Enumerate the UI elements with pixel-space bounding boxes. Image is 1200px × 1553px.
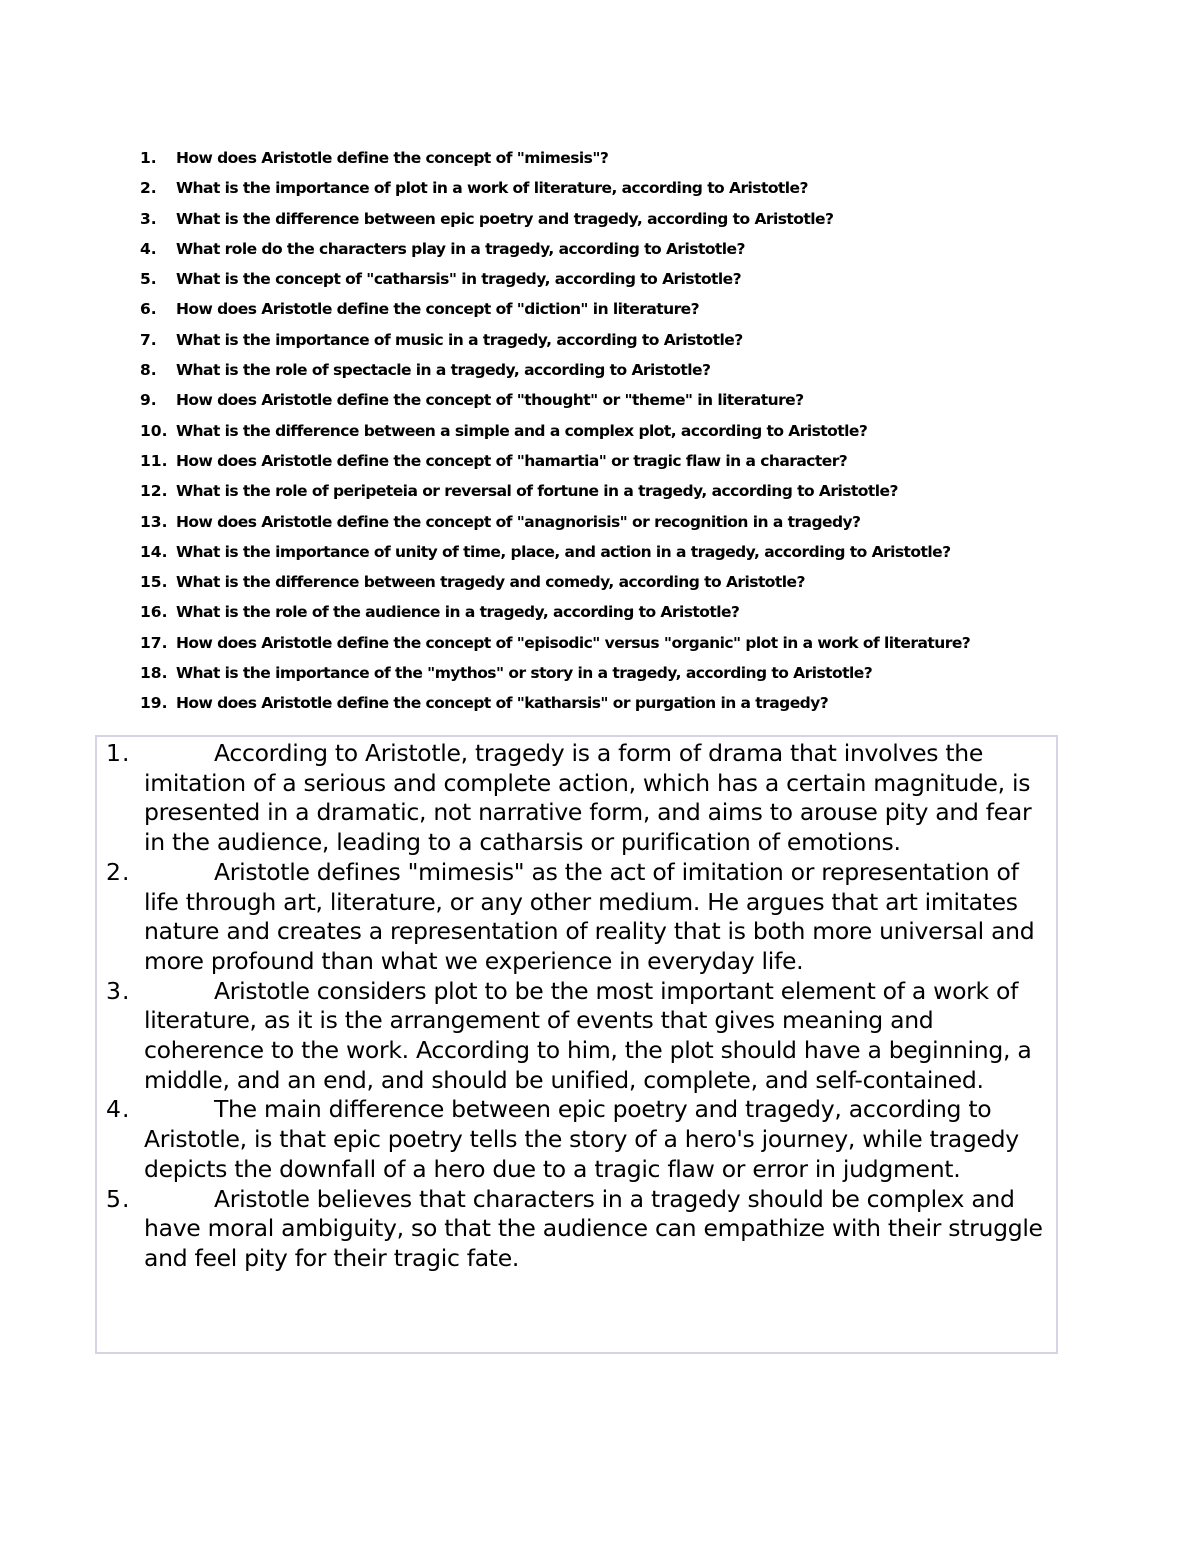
- answer-text: Aristotle considers plot to be the most important element of a work of literature, as it is the arrangement of events that gives meaning and coherence to the work. According to him, the plot should have a beginning, a middle, and an end, and should be unified, complete, and self-contained.: [144, 976, 1032, 1094]
- question-number: 18.: [140, 664, 168, 683]
- question-number: 8.: [140, 361, 157, 380]
- answer-item: [106, 858, 1056, 977]
- question-text: What is the difference between epic poetry and tragedy, according to Aristotle?: [176, 209, 834, 228]
- question-item: [140, 658, 1060, 688]
- question-number: 13.: [140, 512, 168, 531]
- answer-text: Aristotle defines "mimesis" as the act of imitation or representation of life through art, literature, or any other medium. He argues that art imitates nature and creates a representation of reality that is both more universal and more profound than what we experience in everyday life.: [144, 857, 1035, 975]
- question-number: 11.: [140, 451, 168, 470]
- question-item: [140, 597, 1060, 627]
- questions-list: [140, 143, 1060, 719]
- question-number: 19.: [140, 694, 168, 713]
- question-number: 3.: [140, 209, 157, 228]
- question-number: 10.: [140, 421, 168, 440]
- question-text: How does Aristotle define the concept of "episodic" versus "organic" plot in a work of literature?: [176, 633, 971, 652]
- question-item: [140, 325, 1060, 355]
- question-text: What is the importance of unity of time, place, and action in a tragedy, according to Aristotle?: [176, 542, 951, 561]
- question-number: 7.: [140, 330, 157, 349]
- answers-list: [106, 739, 1056, 1274]
- question-item: [140, 567, 1060, 597]
- question-text: What is the difference between tragedy and comedy, according to Aristotle?: [176, 573, 805, 592]
- question-item: [140, 264, 1060, 294]
- answer-text: Aristotle believes that characters in a tragedy should be complex and have moral ambiguity, so that the audience can empathize with their struggle and feel pity for their tragic fate.: [144, 1184, 1043, 1272]
- question-item: [140, 507, 1060, 537]
- answer-text: The main difference between epic poetry and tragedy, according to Aristotle, is that epic poetry tells the story of a hero's journey, while tragedy depicts the downfall of a hero due to a tragic flaw or error in judgment.: [144, 1095, 1019, 1183]
- answer-item: [106, 739, 1056, 858]
- question-item: [140, 385, 1060, 415]
- question-number: 6.: [140, 300, 157, 319]
- question-text: How does Aristotle define the concept of "thought" or "theme" in literature?: [176, 391, 804, 410]
- question-number: 4.: [140, 239, 157, 258]
- question-item: [140, 476, 1060, 506]
- answer-item: [106, 1185, 1056, 1274]
- question-item: [140, 628, 1060, 658]
- question-item: [140, 173, 1060, 203]
- answer-item: [106, 1095, 1056, 1184]
- answer-number: 1.: [106, 739, 131, 767]
- question-item: [140, 204, 1060, 234]
- question-text: What role do the characters play in a tragedy, according to Aristotle?: [176, 239, 745, 258]
- question-item: [140, 446, 1060, 476]
- question-text: How does Aristotle define the concept of "katharsis" or purgation in a tragedy?: [176, 694, 829, 713]
- answer-number: 4.: [106, 1095, 131, 1124]
- answer-item: [106, 977, 1056, 1096]
- answers-box: [95, 735, 1058, 1354]
- answer-text: According to Aristotle, tragedy is a form of drama that involves the imitation of a serious and complete action, which has a certain magnitude, is presented in a dramatic, not narrative form, and aims to arouse pity and fear in the audience, leading to a catharsis or purification of emotions.: [144, 739, 1032, 857]
- question-text: How does Aristotle define the concept of "diction" in literature?: [176, 300, 700, 319]
- question-text: What is the role of the audience in a tragedy, according to Aristotle?: [176, 603, 740, 622]
- question-text: What is the role of peripeteia or reversal of fortune in a tragedy, according to Aristotle?: [176, 482, 898, 501]
- question-text: What is the difference between a simple and a complex plot, according to Aristotle?: [176, 421, 868, 440]
- answer-number: 5.: [106, 1184, 131, 1213]
- question-number: 17.: [140, 633, 168, 652]
- question-text: What is the importance of plot in a work of literature, according to Aristotle?: [176, 179, 808, 198]
- question-number: 14.: [140, 542, 168, 561]
- question-number: 15.: [140, 573, 168, 592]
- question-text: How does Aristotle define the concept of "anagnorisis" or recognition in a tragedy?: [176, 512, 861, 531]
- answer-number: 2.: [106, 857, 131, 886]
- question-item: [140, 416, 1060, 446]
- question-number: 5.: [140, 270, 157, 289]
- question-number: 2.: [140, 179, 157, 198]
- question-text: How does Aristotle define the concept of "mimesis"?: [176, 149, 609, 167]
- question-item: [140, 688, 1060, 718]
- question-item: [140, 234, 1060, 264]
- question-number: 9.: [140, 391, 157, 410]
- question-text: What is the importance of the "mythos" or story in a tragedy, according to Aristotle?: [176, 664, 873, 683]
- question-text: What is the concept of "catharsis" in tragedy, according to Aristotle?: [176, 270, 742, 289]
- question-text: What is the importance of music in a tragedy, according to Aristotle?: [176, 330, 743, 349]
- question-number: 16.: [140, 603, 168, 622]
- question-item: [140, 294, 1060, 324]
- answer-number: 3.: [106, 976, 131, 1005]
- question-number: 12.: [140, 482, 168, 501]
- question-item: [140, 537, 1060, 567]
- question-number: 1.: [140, 149, 157, 167]
- question-item: [140, 355, 1060, 385]
- question-text: What is the role of spectacle in a tragedy, according to Aristotle?: [176, 361, 711, 380]
- question-item: [140, 143, 1060, 173]
- question-text: How does Aristotle define the concept of "hamartia" or tragic flaw in a character?: [176, 451, 848, 470]
